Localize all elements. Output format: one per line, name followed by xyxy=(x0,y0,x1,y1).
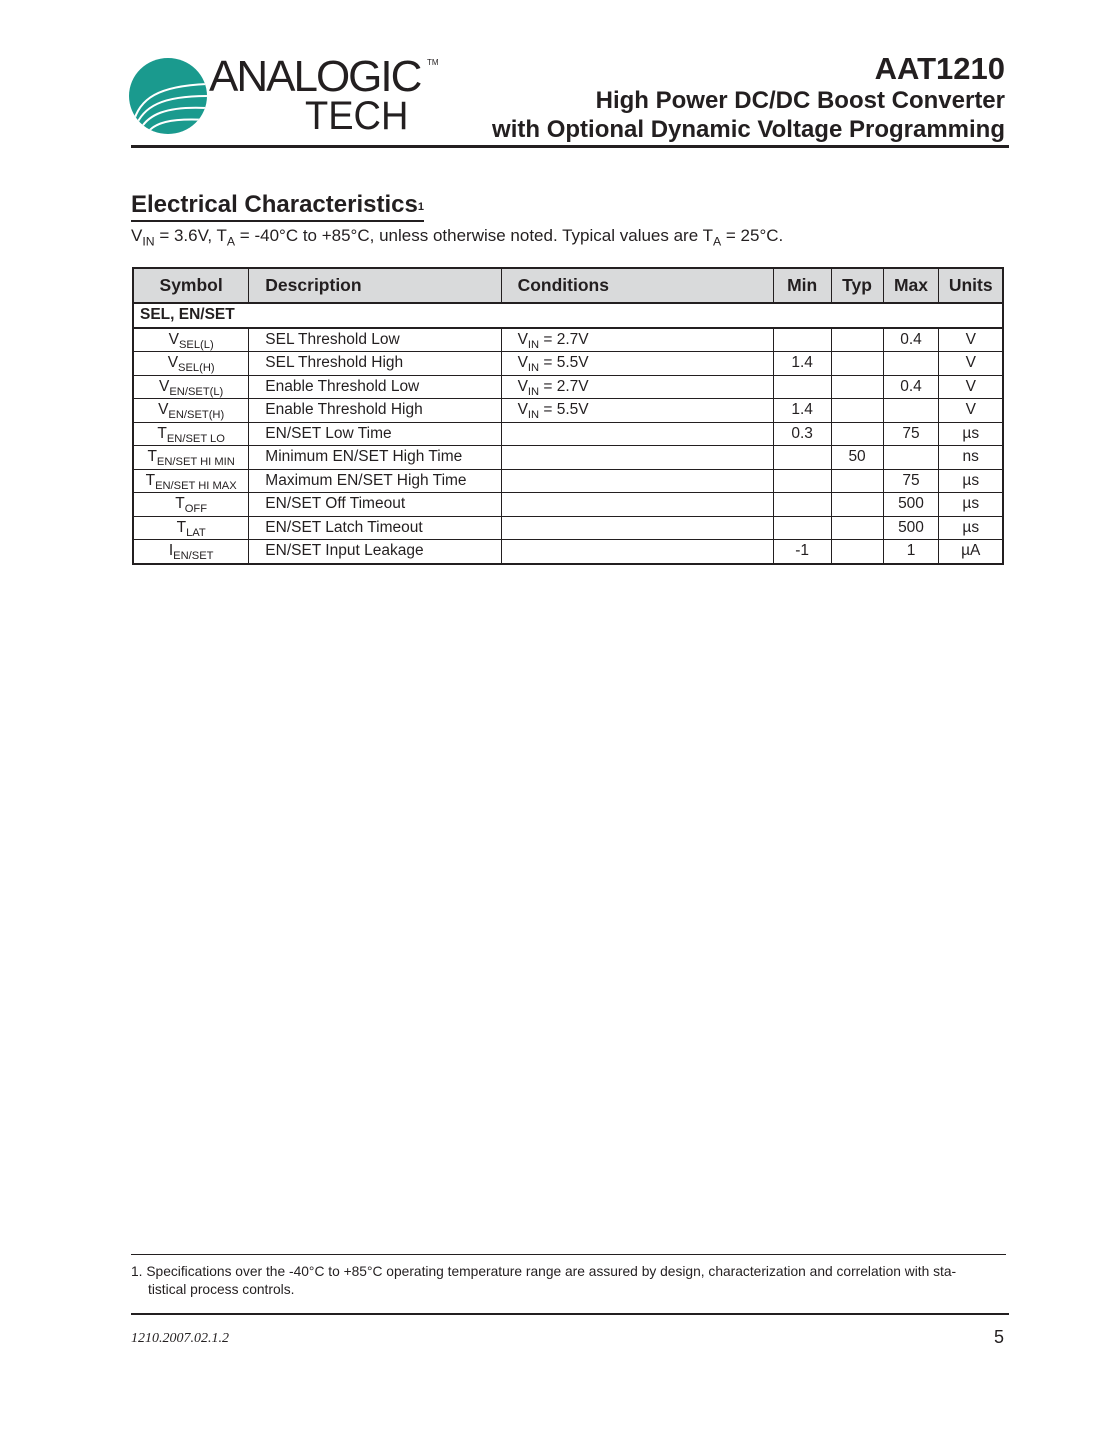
cell-conditions: $V_{IN} = 2.7V$ xyxy=(501,375,773,399)
cell-min xyxy=(773,469,831,493)
document-header xyxy=(492,52,1005,144)
logo-word-tech: TECH xyxy=(305,94,409,138)
col-max: Max xyxy=(883,268,939,303)
cell-conditions xyxy=(501,469,773,493)
cell-units: V xyxy=(939,352,1003,376)
table-row xyxy=(133,375,1003,399)
logo-trademark: TM xyxy=(427,58,439,67)
table-header-row xyxy=(133,268,1003,303)
cell-units: V xyxy=(939,375,1003,399)
cell-units: µs xyxy=(939,422,1003,446)
cell-description: SEL Threshold High xyxy=(249,352,501,376)
cell-max: 500 xyxy=(883,493,939,517)
cell-description: Enable Threshold Low xyxy=(249,375,501,399)
cell-max: 1 xyxy=(883,540,939,564)
cell-units: V xyxy=(939,328,1003,352)
cell-typ xyxy=(831,399,883,423)
cell-description: Maximum EN/SET High Time xyxy=(249,469,501,493)
cell-symbol: $T_{LAT}$ xyxy=(133,516,249,540)
cell-max: 500 xyxy=(883,516,939,540)
footnote-ref: 1 xyxy=(417,201,424,213)
test-conditions: $V_{IN} = 3.6V$, $T_A = -40^\circ C$ to +85°C, unless otherwise noted. Typical values are $T_A = 25^\circ C$. xyxy=(131,226,784,249)
cell-typ xyxy=(831,493,883,517)
cell-conditions xyxy=(501,540,773,564)
cell-description: EN/SET Off Timeout xyxy=(249,493,501,517)
table-row xyxy=(133,540,1003,564)
cell-symbol: $V_{SEL(L)}$ xyxy=(133,328,249,352)
table-row xyxy=(133,399,1003,423)
cell-typ xyxy=(831,540,883,564)
col-typ: Typ xyxy=(831,268,883,303)
product-title-line2: with Optional Dynamic Voltage Programming xyxy=(492,116,1005,143)
cell-units: µs xyxy=(939,493,1003,517)
cell-units: µs xyxy=(939,516,1003,540)
cell-units: V xyxy=(939,399,1003,423)
footnote-divider xyxy=(131,1254,1006,1255)
cell-min: 1.4 xyxy=(773,399,831,423)
cell-min xyxy=(773,328,831,352)
cell-conditions xyxy=(501,422,773,446)
cell-units: ns xyxy=(939,446,1003,470)
cell-conditions: $V_{IN} = 2.7V$ xyxy=(501,328,773,352)
cell-symbol: $T_{EN/SET HI MAX}$ xyxy=(133,469,249,493)
cell-symbol: $V_{EN/SET(L)}$ xyxy=(133,375,249,399)
cell-description: Enable Threshold High xyxy=(249,399,501,423)
cell-min xyxy=(773,493,831,517)
document-id: 1210.2007.02.1.2 xyxy=(131,1331,229,1346)
cell-conditions: $V_{IN} = 5.5V$ xyxy=(501,352,773,376)
logo-globe-icon xyxy=(129,58,207,134)
cell-description: EN/SET Latch Timeout xyxy=(249,516,501,540)
cell-symbol: $V_{EN/SET(H)}$ xyxy=(133,399,249,423)
table-row xyxy=(133,516,1003,540)
header-divider xyxy=(131,145,1009,148)
cell-typ xyxy=(831,352,883,376)
cell-symbol: $I_{EN/SET}$ xyxy=(133,540,249,564)
table-row xyxy=(133,469,1003,493)
cell-max: 75 xyxy=(883,469,939,493)
cell-description: Minimum EN/SET High Time xyxy=(249,446,501,470)
cell-min xyxy=(773,375,831,399)
cell-conditions xyxy=(501,493,773,517)
cell-conditions xyxy=(501,446,773,470)
col-description: Description xyxy=(249,268,501,303)
col-units: Units xyxy=(939,268,1003,303)
cell-typ xyxy=(831,422,883,446)
group-label: SEL, EN/SET xyxy=(133,303,1003,328)
analogictech-logo xyxy=(129,52,439,138)
cell-units: µs xyxy=(939,469,1003,493)
cell-description: SEL Threshold Low xyxy=(249,328,501,352)
product-title-line1: High Power DC/DC Boost Converter xyxy=(595,87,1005,114)
table-row xyxy=(133,328,1003,352)
page-number: 5 xyxy=(993,1327,1004,1347)
cell-typ xyxy=(831,375,883,399)
cell-min: -1 xyxy=(773,540,831,564)
cell-min xyxy=(773,446,831,470)
cell-max xyxy=(883,352,939,376)
cell-max xyxy=(883,446,939,470)
cell-min: 1.4 xyxy=(773,352,831,376)
cell-typ: 50 xyxy=(831,446,883,470)
cell-max: 0.4 xyxy=(883,375,939,399)
table-row xyxy=(133,493,1003,517)
footnote-line2: tistical process controls. xyxy=(148,1282,295,1297)
table-row xyxy=(133,422,1003,446)
part-number: AAT1210 xyxy=(874,51,1005,86)
cell-typ xyxy=(831,328,883,352)
cell-symbol: $T_{EN/SET HI MIN}$ xyxy=(133,446,249,470)
cell-symbol: $T_{EN/SET LO}$ xyxy=(133,422,249,446)
electrical-characteristics-table xyxy=(132,267,1004,565)
cell-units: µA xyxy=(939,540,1003,564)
logo-word-analogic: ANALOGIC xyxy=(209,52,421,101)
group-row xyxy=(133,303,1003,328)
cell-min: 0.3 xyxy=(773,422,831,446)
col-symbol: Symbol xyxy=(133,268,249,303)
cell-max: 75 xyxy=(883,422,939,446)
table-row xyxy=(133,352,1003,376)
cell-max xyxy=(883,399,939,423)
cell-conditions xyxy=(501,516,773,540)
section-title: Electrical Characteristics$^1$ xyxy=(131,191,424,222)
cell-description: EN/SET Input Leakage xyxy=(249,540,501,564)
cell-conditions: $V_{IN} = 5.5V$ xyxy=(501,399,773,423)
col-min: Min xyxy=(773,268,831,303)
footnote xyxy=(131,1263,1006,1299)
footnote-line1: 1. Specifications over the -40°C to +85°C operating temperature range are assured by design, characterization and correlation with sta- xyxy=(131,1264,957,1279)
cell-typ xyxy=(831,469,883,493)
table-row xyxy=(133,446,1003,470)
cell-typ xyxy=(831,516,883,540)
cell-description: EN/SET Low Time xyxy=(249,422,501,446)
footer-divider xyxy=(131,1313,1009,1315)
col-conditions: Conditions xyxy=(501,268,773,303)
cell-symbol: $V_{SEL(H)}$ xyxy=(133,352,249,376)
cell-min xyxy=(773,516,831,540)
cell-max: 0.4 xyxy=(883,328,939,352)
cell-symbol: $T_{OFF}$ xyxy=(133,493,249,517)
